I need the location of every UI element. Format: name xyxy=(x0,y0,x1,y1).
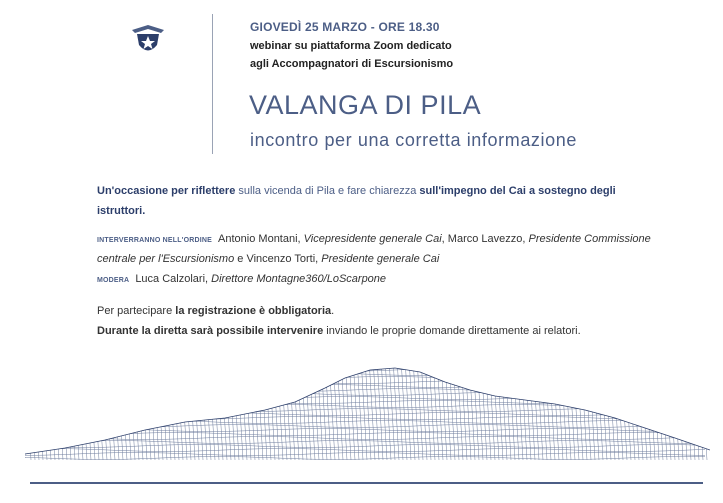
intro-paragraph xyxy=(97,181,657,221)
event-title: VALANGA DI PILA xyxy=(249,90,482,120)
info-paragraph xyxy=(97,301,657,341)
speaker-2-role: Presidente Commissione centrale per l'Escursionismo xyxy=(97,233,651,265)
speaker-3-role: Presidente generale Cai xyxy=(321,253,440,265)
speaker-3-name: e Vincenzo Torti, xyxy=(234,253,322,265)
speaker-1-name: Antonio Montani, xyxy=(218,233,304,245)
intervene-bold: Durante la diretta sarà possibile intervenire xyxy=(97,325,324,337)
info-line-1 xyxy=(97,301,657,321)
speaker-1-role: Vicepresidente generale Cai xyxy=(303,233,442,245)
info-line-2-text: inviando le proprie domande direttamente ai relatori. xyxy=(323,325,581,337)
speakers-label: INTERVERRANNO NELL'ORDINE xyxy=(97,237,213,244)
event-date: GIOVEDÌ 25 MARZO - ORE 18.30 xyxy=(250,20,440,34)
moderator-role: Direttore Montagne360/LoScarpone xyxy=(211,273,387,285)
intro-bold-1: Un'occasione per riflettere xyxy=(97,185,236,197)
info-line-1-text: Per partecipare xyxy=(97,305,176,317)
webinar-line-2: agli Accompagnatori di Escursionismo xyxy=(250,58,454,70)
moderator-line xyxy=(97,269,657,291)
moderator-name: Luca Calzolari, xyxy=(135,273,212,285)
event-subtitle: incontro per una corretta informazione xyxy=(250,130,577,150)
registration-required: la registrazione è obbligatoria xyxy=(175,305,332,317)
intro-bold-2: sull'impegno del Cai a sostegno degli istruttori. xyxy=(97,185,616,217)
webinar-line-1: webinar su piattaforma Zoom dedicato xyxy=(250,40,452,52)
bottom-rule xyxy=(30,482,703,484)
cai-logo-icon xyxy=(130,23,166,57)
speakers-paragraph xyxy=(97,230,657,268)
info-line-1-end: . xyxy=(331,305,335,317)
intro-text-1: sulla vicenda di Pila e fare chiarezza xyxy=(235,185,420,197)
header-divider xyxy=(212,14,213,154)
moderator-label: MODERA xyxy=(97,277,130,284)
mountain-wireframe-illustration xyxy=(25,358,710,460)
speaker-2-name: , Marco Lavezzo, xyxy=(441,233,529,245)
info-line-2 xyxy=(97,321,657,341)
